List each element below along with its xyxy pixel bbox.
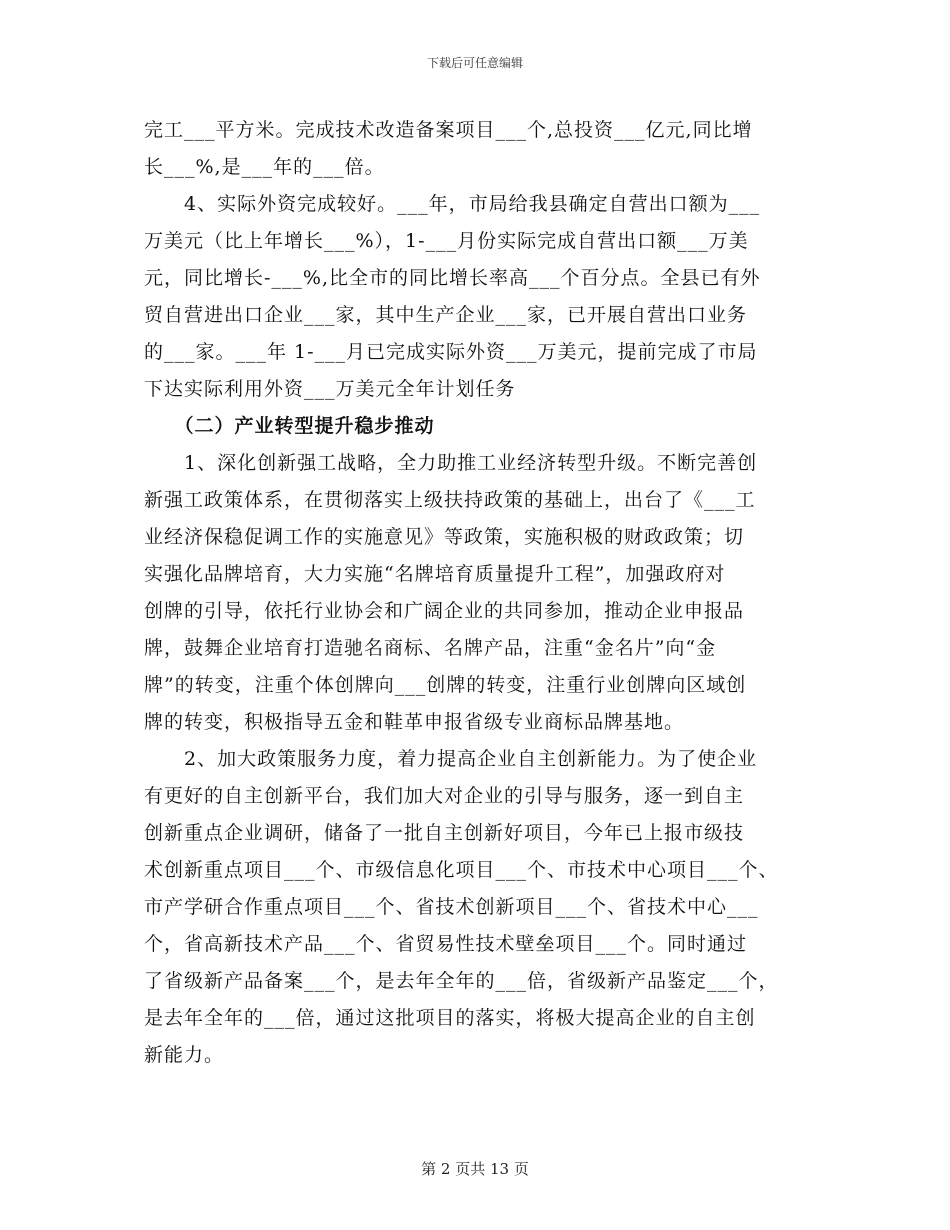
text-line: 4、实际外资完成较好。___年，市局给我县确定自营出口额为___: [144, 193, 761, 215]
text-line: 业经济保稳促调工作的实施意见》等政策，实施积极的财政政策；切: [144, 526, 745, 548]
text-line: 术创新重点项目___个、市级信息化项目___个、市技术中心项目___个、: [144, 859, 779, 881]
text-line: 新强工政策体系，在贯彻落实上级扶持政策的基础上，出台了《___工: [144, 489, 756, 511]
text-line: 有更好的自主创新平台，我们加大对企业的引导与服务，逐一到自主: [144, 785, 745, 807]
page-header: 下载后可任意编辑: [426, 56, 523, 70]
text-line: 下达实际利用外资___万美元全年计划任务: [144, 378, 516, 400]
text-line: 市产学研合作重点项目___个、省技术创新项目___个、省技术中心___: [144, 896, 759, 918]
text-line: 个，省高新技术产品___个、省贸易性技术壁垒项目___个。同时通过: [144, 933, 748, 955]
text-line: 是去年全年的___倍，通过这批项目的落实，将极大提高企业的自主创: [144, 1007, 756, 1029]
text-line: 万美元（比上年增长___%），1-___月份实际完成自营出口额___万美: [144, 230, 749, 252]
text-line: 长___%,是___年的___倍。: [144, 156, 385, 178]
text-line: 实强化品牌培育，大力实施“名牌培育质量提升工程”，加强政府对: [144, 563, 726, 585]
text-line: 牌”的转变，注重个体创牌向___创牌的转变，注重行业创牌向区域创: [144, 674, 747, 696]
text-line: 创牌的引导，依托行业协会和广阔企业的共同参加，推动企业申报品: [144, 600, 745, 622]
text-line: 牌，鼓舞企业培育打造驰名商标、名牌产品，注重“金名片”向“金: [144, 637, 717, 659]
text-line: 1、深化创新强工战略，全力助推工业经济转型升级。不断完善创: [144, 452, 758, 474]
section-heading: （二）产业转型提升稳步推动: [144, 415, 435, 437]
text-line: 2、加大政策服务力度，着力提高企业自主创新能力。为了使企业: [144, 748, 758, 770]
text-line: 元，同比增长-___%,比全市的同比增长率高___个百分点。全县已有外: [144, 267, 761, 289]
text-line: 贸自营进出口企业___家，其中生产企业___家，已开展自营出口业务: [144, 304, 748, 326]
text-line: 创新重点企业调研，储备了一批自主创新好项目，今年已上报市级技: [144, 822, 745, 844]
text-line: 新能力。: [144, 1044, 225, 1066]
text-line: 牌的转变，积极指导五金和鞋革申报省级专业商标品牌基地。: [144, 711, 685, 733]
document-body: [144, 112, 814, 1074]
text-line: 的___家。___年 1-___月已完成实际外资___万美元，提前完成了市局: [144, 341, 758, 363]
text-line: 了省级新产品备案___个，是去年全年的___倍，省级新产品鉴定___个，: [144, 970, 779, 992]
text-line: 完工___平方米。完成技术改造备案项目___个,总投资___亿元,同比增: [144, 119, 753, 141]
page-number: 第 2 页共 13 页: [421, 1160, 529, 1178]
